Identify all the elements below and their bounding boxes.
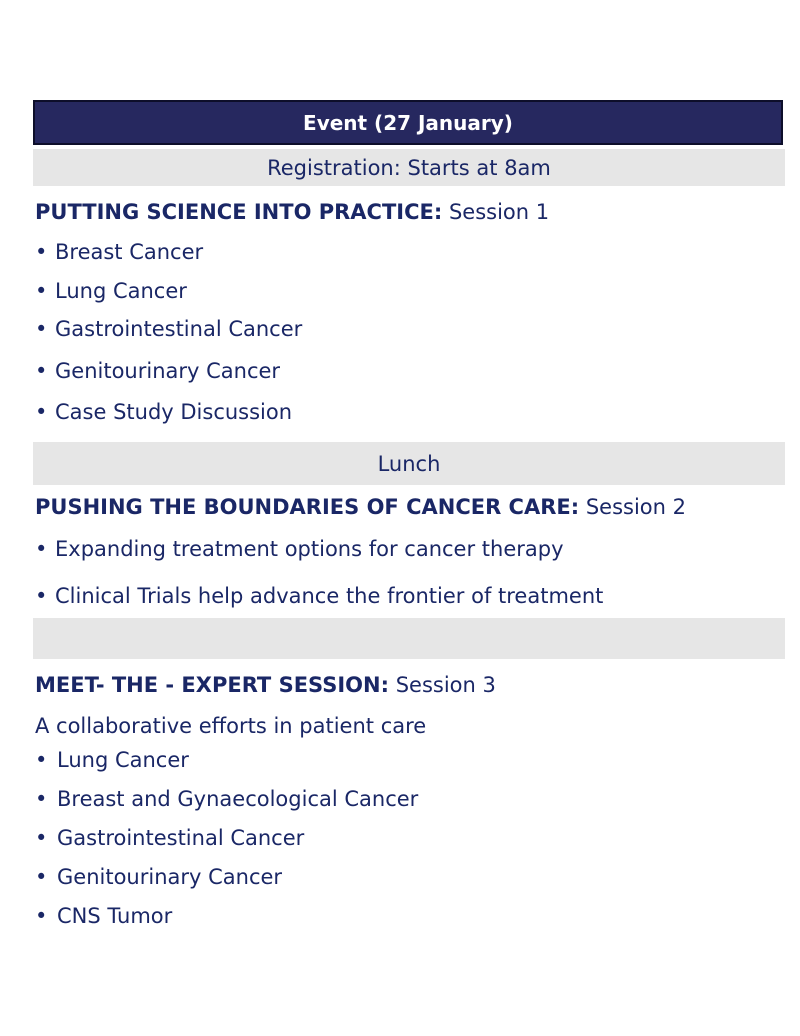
bullet-icon: • — [35, 787, 48, 811]
session-2-item — [35, 537, 564, 561]
session-3-item — [35, 787, 418, 811]
divider-band — [33, 618, 785, 659]
event-header — [33, 100, 783, 145]
session-3-item — [35, 826, 304, 850]
session-2-item — [35, 584, 603, 608]
session-1-item — [35, 400, 292, 424]
session-3-item — [35, 865, 282, 889]
registration-text: Registration: Starts at 8am — [267, 155, 551, 180]
session-3-item-label: Breast and Gynaecological Cancer — [57, 787, 419, 811]
session-1-item-label: Genitourinary Cancer — [55, 359, 281, 383]
session-1-heading — [35, 200, 549, 224]
bullet-icon: • — [35, 537, 48, 561]
session-2-item-label: Clinical Trials help advance the frontier of treatment — [55, 584, 604, 608]
session-1-item — [35, 317, 302, 341]
registration-band — [33, 149, 785, 186]
bullet-icon: • — [35, 359, 48, 383]
session-3-title: MEET- THE - EXPERT SESSION: — [35, 673, 389, 697]
lunch-band — [33, 442, 785, 485]
session-3-heading — [35, 673, 496, 697]
lunch-text: Lunch — [377, 451, 441, 476]
session-3-label: Session 3 — [395, 673, 496, 697]
session-2-heading — [35, 495, 686, 519]
session-2-title: PUSHING THE BOUNDARIES OF CANCER CARE: — [35, 495, 580, 519]
session-1-item — [35, 279, 187, 303]
session-1-item — [35, 240, 203, 264]
session-3-item — [35, 904, 172, 928]
bullet-icon: • — [35, 240, 48, 264]
session-3-item-label: Gastrointestinal Cancer — [57, 826, 305, 850]
session-1-label: Session 1 — [448, 200, 550, 224]
bullet-icon: • — [35, 584, 48, 608]
session-3-intro: A collaborative efforts in patient care — [35, 714, 427, 738]
bullet-icon: • — [35, 826, 48, 850]
session-1-title: PUTTING SCIENCE INTO PRACTICE: — [35, 200, 443, 224]
session-3-item — [35, 748, 189, 772]
event-title: Event (27 January) — [303, 110, 513, 135]
session-1-item-label: Lung Cancer — [55, 279, 187, 303]
session-3-item-label: Lung Cancer — [57, 748, 189, 772]
session-1-item-label: Gastrointestinal Cancer — [55, 317, 303, 341]
bullet-icon: • — [35, 904, 48, 928]
bullet-icon: • — [35, 279, 48, 303]
bullet-icon: • — [35, 317, 48, 341]
session-3-item-label: CNS Tumor — [57, 904, 173, 928]
session-2-item-label: Expanding treatment options for cancer therapy — [55, 537, 564, 561]
session-3-item-label: Genitourinary Cancer — [57, 865, 283, 889]
session-2-label: Session 2 — [585, 495, 686, 519]
bullet-icon: • — [35, 400, 48, 424]
session-1-item-label: Breast Cancer — [55, 240, 204, 264]
bullet-icon: • — [35, 748, 48, 772]
session-1-item-label: Case Study Discussion — [55, 400, 293, 424]
session-1-item — [35, 359, 280, 383]
bullet-icon: • — [35, 865, 48, 889]
